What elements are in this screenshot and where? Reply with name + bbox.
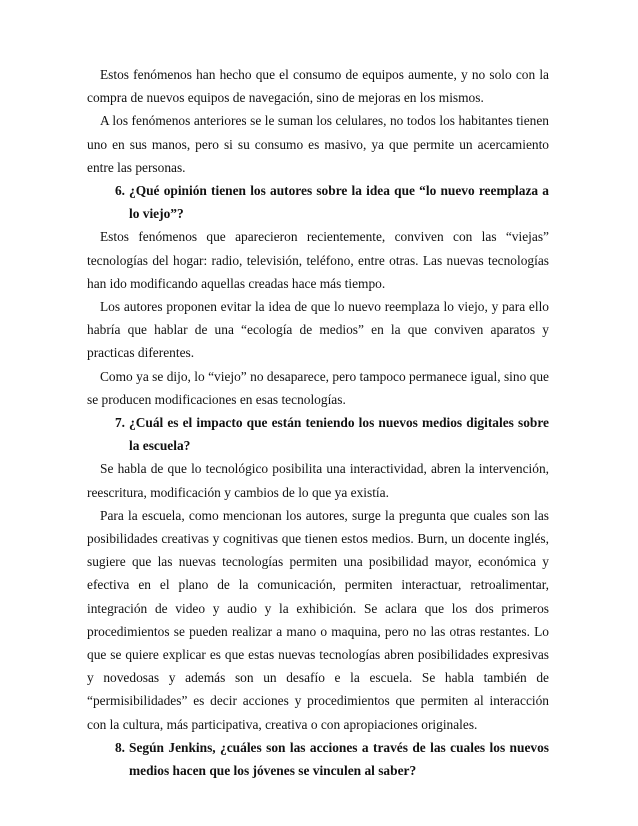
paragraph: Como ya se dijo, lo “viejo” no desaparece, pero tampoco permanece igual, sino que se producen modificaciones en esas tecnologías. <box>87 368 549 407</box>
question-number: 7. <box>114 415 125 431</box>
paragraph: A los fenómenos anteriores se le suman los celulares, no todos los habitantes tienen uno en sus manos, pero si su consumo es masivo, ya que permite un acercamiento entre las personas. <box>87 113 549 175</box>
question-text: ¿Cuál es el impacto que están teniendo los nuevos medios digitales sobre la escuela? <box>129 415 549 454</box>
question-number: 6. <box>114 183 125 199</box>
question-text: Según Jenkins, ¿cuáles son las acciones a través de las cuales los nuevos medios hacen que los jóvenes se vinculen al saber? <box>129 739 549 779</box>
document-page <box>87 63 549 782</box>
paragraph: Se habla de que lo tecnológico posibilita una interactividad, abren la intervención, reescritura, modificación y cambios de lo que ya existía. <box>87 461 549 500</box>
paragraph: Estos fenómenos han hecho que el consumo de equipos aumente, y no solo con la compra de nuevos equipos de navegación, sino de mejoras en los mismos. <box>87 67 549 106</box>
paragraph: Estos fenómenos que aparecieron recientemente, conviven con las “viejas” tecnologías del hogar: radio, televisión, teléfono, entre otras. Las nuevas tecnologías han ido modificando aquellas creadas hace más tiempo. <box>87 229 549 291</box>
question-number: 8. <box>114 739 125 755</box>
question-heading <box>87 179 549 225</box>
question-text: ¿Qué opinión tienen los autores sobre la idea que “lo nuevo reemplaza a lo viejo”? <box>129 183 549 222</box>
question-heading <box>87 736 549 782</box>
paragraph: Los autores proponen evitar la idea de que lo nuevo reemplaza lo viejo, y para ello habría que hablar de una “ecología de medios” en la que conviven aparatos y practicas diferentes. <box>87 299 549 361</box>
paragraph: Para la escuela, como mencionan los autores, surge la pregunta que cuales son las posibilidades creativas y cognitivas que tienen estos medios. Burn, un docente inglés, sugiere que las nuevas tecnologías permiten una posibilidad mayor, económica y efectiva en el plano de la comunicación, permiten interactuar, retroalimentar, integración de video y audio y la exhibición. Se aclara que los dos primeros procedimientos se pueden realizar a mano o maquina, pero no las otras restantes. Lo que se quiere explicar es que estas nuevas tecnologías abren posibilidades expresivas y novedosas y además son un desafío e la escuela. Se habla también de “permisibilidades” es decir acciones y procedimientos que permiten al interacción con la cultura, más participativa, creativa o con apropiaciones originales. <box>87 507 549 732</box>
question-heading <box>87 411 549 457</box>
